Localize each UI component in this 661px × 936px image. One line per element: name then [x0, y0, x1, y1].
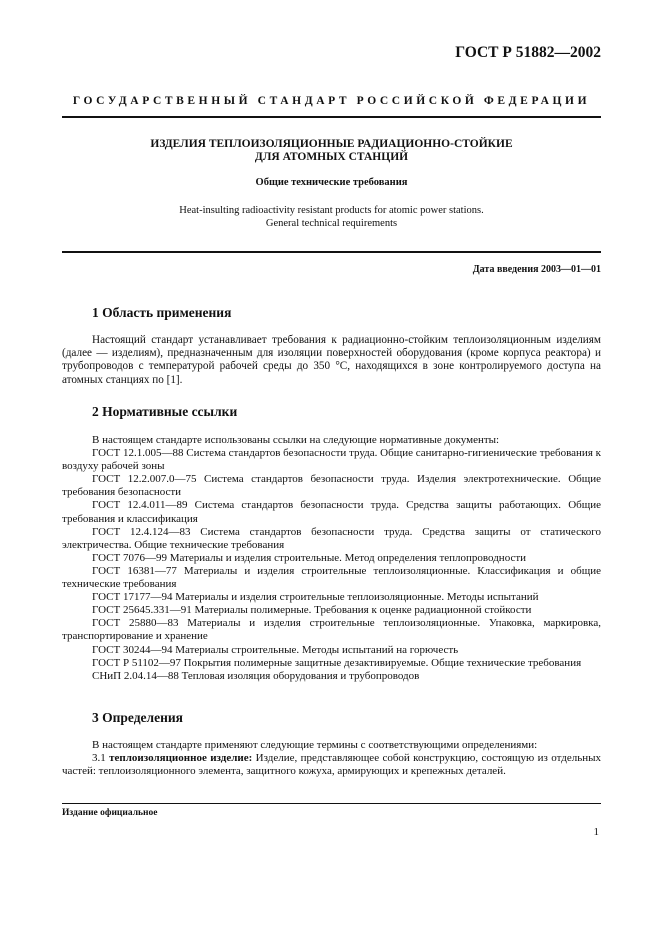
reference-item: ГОСТ 25880—83 Материалы и изделия строительные теплоизоляционные. Упаковка, маркировка, транспортирование и хранение	[62, 617, 601, 643]
reference-item: СНиП 2.04.14—88 Тепловая изоляция оборудования и трубопроводов	[92, 669, 420, 682]
english-title-line-1: Heat-insulting radioactivity resistant products for atomic power stations.	[179, 205, 484, 216]
english-title-line-2: General technical requirements	[265, 218, 398, 229]
document-code: ГОСТ Р 51882—2002	[455, 44, 601, 61]
section-3-heading: 3 Определения	[92, 710, 183, 725]
reference-item: ГОСТ Р 51102—97 Покрытия полимерные защитные дезактивируемые. Общие технические требования	[92, 656, 582, 669]
term-number: 3.1	[92, 752, 106, 765]
reference-item: ГОСТ 25645.331—91 Материалы полимерные. Требования к оценке радиационной стойкости	[92, 604, 532, 617]
section-1-heading: 1 Область применения	[92, 305, 232, 320]
definitions-intro: В настоящем стандарте применяют следующие термины с соответствующими определениями:	[92, 739, 538, 751]
reference-item: ГОСТ 12.1.005—88 Система стандартов безопасности труда. Общие санитарно-гигиенические требования к воздуху рабочей зоны	[62, 447, 601, 473]
definition-item	[62, 752, 601, 778]
definitions	[62, 739, 601, 778]
document-subtitle: Общие технические требования	[255, 177, 408, 188]
title-line-1: ИЗДЕЛИЯ ТЕПЛОИЗОЛЯЦИОННЫЕ РАДИАЦИОННО-СТОЙКИЕ	[150, 138, 513, 150]
introduction-date: Дата введения 2003—01—01	[472, 264, 601, 275]
document-title	[62, 138, 601, 164]
term-definition: Изделие, представляющее собой конструкцию, состоящую из отдельных частей: теплоизоляционного элемента, защитного кожуха, армирующих и крепежных деталей.	[62, 752, 601, 778]
references-intro: В настоящем стандарте использованы ссылки на следующие нормативные документы:	[92, 434, 500, 446]
english-title	[62, 204, 601, 230]
normative-references	[62, 434, 601, 683]
official-edition-label: Издание официальное	[62, 808, 158, 818]
section-1-text: Настоящий стандарт устанавливает требования к радиационно-стойким теплоизоляционным изделиям (далее — изделиям), предназначенным для изоляции поверхностей оборудования (кроме корпуса реактора) и трубопроводов с температурой рабочей среды до 350 °С, находящихся в зоне контролируемого доступа на атомных станциях по [1].	[62, 334, 601, 386]
reference-item: ГОСТ 12.4.011—89 Система стандартов безопасности труда. Средства защиты работающих. Общие требования и классификация	[62, 499, 601, 525]
reference-item: ГОСТ 17177—94 Материалы и изделия строительные теплоизоляционные. Методы испытаний	[92, 591, 539, 604]
reference-item: ГОСТ 30244—94 Материалы строительные. Методы испытаний на горючесть	[92, 643, 459, 656]
title-line-2: ДЛЯ АТОМНЫХ СТАНЦИЙ	[254, 151, 409, 163]
reference-item: ГОСТ 12.2.007.0—75 Система стандартов безопасности труда. Изделия электротехнические. Общие требования безопасности	[62, 473, 601, 499]
page-number: 1	[593, 826, 599, 838]
state-standard-banner: ГОСУДАРСТВЕННЫЙ СТАНДАРТ РОССИЙСКОЙ ФЕДЕРАЦИИ	[72, 95, 591, 107]
reference-item: ГОСТ 16381—77 Материалы и изделия строительные теплоизоляционные. Классификация и общие технические требования	[62, 564, 601, 591]
top-divider	[62, 116, 601, 118]
footer-divider	[62, 803, 601, 804]
reference-item: ГОСТ 12.4.124—83 Система стандартов безопасности труда. Средства защиты от статического электричества. Общие технические требования	[62, 525, 601, 551]
term-name: теплоизоляционное изделие:	[109, 752, 253, 765]
reference-item: ГОСТ 7076—99 Материалы и изделия строительные. Метод определения теплопроводности	[92, 551, 527, 564]
section-2-heading: 2 Нормативные ссылки	[92, 404, 238, 419]
header-divider	[62, 251, 601, 253]
